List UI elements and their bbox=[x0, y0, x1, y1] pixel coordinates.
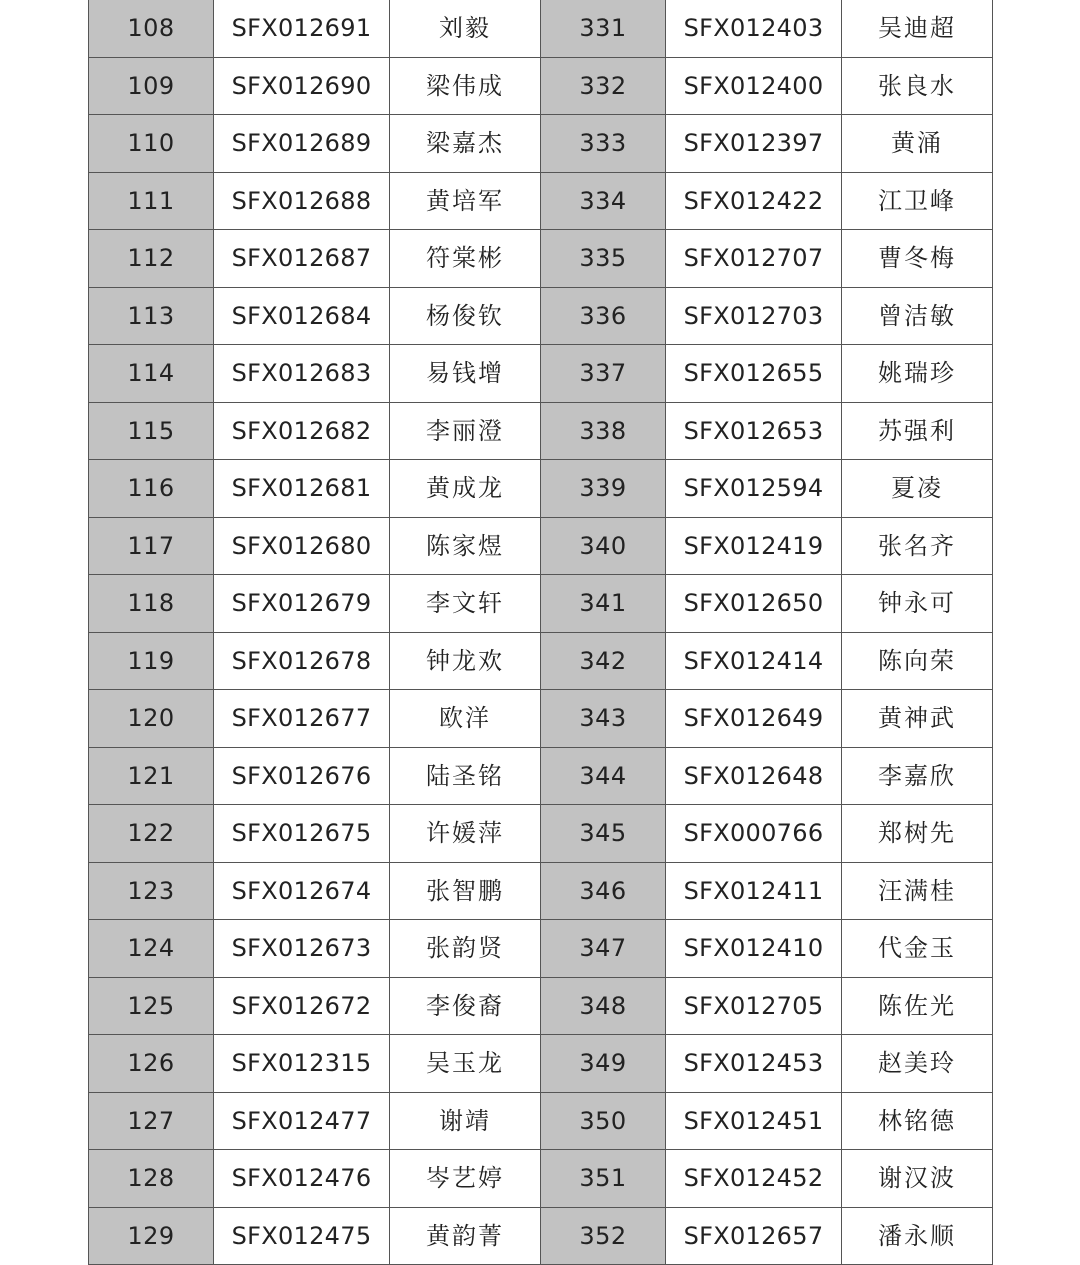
table-row bbox=[89, 402, 993, 460]
right-name-cell: 苏强利 bbox=[842, 402, 993, 460]
right-id-cell: SFX012410 bbox=[666, 920, 842, 978]
table-row bbox=[89, 575, 993, 633]
left-id-cell: SFX012691 bbox=[214, 0, 390, 57]
table-row bbox=[89, 862, 993, 920]
left-id-cell: SFX012676 bbox=[214, 747, 390, 805]
right-seq-cell: 351 bbox=[541, 1150, 666, 1208]
left-id-cell: SFX012677 bbox=[214, 690, 390, 748]
left-id-cell: SFX012688 bbox=[214, 172, 390, 230]
right-name-cell: 林铭德 bbox=[842, 1092, 993, 1150]
left-seq-cell: 124 bbox=[89, 920, 214, 978]
left-name-cell: 吴玉龙 bbox=[390, 1035, 541, 1093]
right-name-cell: 代金玉 bbox=[842, 920, 993, 978]
right-name-cell: 郑树先 bbox=[842, 805, 993, 863]
left-name-cell: 谢靖 bbox=[390, 1092, 541, 1150]
table-row bbox=[89, 115, 993, 173]
right-id-cell: SFX012422 bbox=[666, 172, 842, 230]
left-id-cell: SFX012477 bbox=[214, 1092, 390, 1150]
table-row bbox=[89, 1207, 993, 1265]
right-name-cell: 赵美玲 bbox=[842, 1035, 993, 1093]
right-id-cell: SFX012703 bbox=[666, 287, 842, 345]
table-row bbox=[89, 230, 993, 288]
right-seq-cell: 331 bbox=[541, 0, 666, 57]
left-seq-cell: 123 bbox=[89, 862, 214, 920]
right-name-cell: 钟永可 bbox=[842, 575, 993, 633]
right-seq-cell: 352 bbox=[541, 1207, 666, 1265]
left-id-cell: SFX012689 bbox=[214, 115, 390, 173]
roster-table-container bbox=[88, 0, 992, 1265]
left-id-cell: SFX012680 bbox=[214, 517, 390, 575]
right-id-cell: SFX012451 bbox=[666, 1092, 842, 1150]
left-seq-cell: 110 bbox=[89, 115, 214, 173]
roster-table-body bbox=[89, 0, 993, 1265]
right-name-cell: 谢汉波 bbox=[842, 1150, 993, 1208]
right-seq-cell: 344 bbox=[541, 747, 666, 805]
right-seq-cell: 333 bbox=[541, 115, 666, 173]
left-id-cell: SFX012315 bbox=[214, 1035, 390, 1093]
right-seq-cell: 349 bbox=[541, 1035, 666, 1093]
right-id-cell: SFX012452 bbox=[666, 1150, 842, 1208]
left-name-cell: 黄韵菁 bbox=[390, 1207, 541, 1265]
left-seq-cell: 113 bbox=[89, 287, 214, 345]
left-id-cell: SFX012674 bbox=[214, 862, 390, 920]
left-id-cell: SFX012683 bbox=[214, 345, 390, 403]
left-id-cell: SFX012687 bbox=[214, 230, 390, 288]
right-name-cell: 汪满桂 bbox=[842, 862, 993, 920]
left-name-cell: 陈家煜 bbox=[390, 517, 541, 575]
left-id-cell: SFX012476 bbox=[214, 1150, 390, 1208]
right-seq-cell: 343 bbox=[541, 690, 666, 748]
left-seq-cell: 115 bbox=[89, 402, 214, 460]
right-id-cell: SFX012400 bbox=[666, 57, 842, 115]
right-seq-cell: 341 bbox=[541, 575, 666, 633]
left-seq-cell: 120 bbox=[89, 690, 214, 748]
right-seq-cell: 342 bbox=[541, 632, 666, 690]
left-name-cell: 张智鹏 bbox=[390, 862, 541, 920]
right-id-cell: SFX012650 bbox=[666, 575, 842, 633]
left-name-cell: 梁伟成 bbox=[390, 57, 541, 115]
right-name-cell: 潘永顺 bbox=[842, 1207, 993, 1265]
left-name-cell: 李文轩 bbox=[390, 575, 541, 633]
right-id-cell: SFX012411 bbox=[666, 862, 842, 920]
left-name-cell: 黄培军 bbox=[390, 172, 541, 230]
table-row bbox=[89, 920, 993, 978]
left-seq-cell: 127 bbox=[89, 1092, 214, 1150]
right-name-cell: 黄涌 bbox=[842, 115, 993, 173]
left-seq-cell: 121 bbox=[89, 747, 214, 805]
right-seq-cell: 348 bbox=[541, 977, 666, 1035]
table-row bbox=[89, 1150, 993, 1208]
left-name-cell: 钟龙欢 bbox=[390, 632, 541, 690]
left-seq-cell: 116 bbox=[89, 460, 214, 518]
left-seq-cell: 129 bbox=[89, 1207, 214, 1265]
left-seq-cell: 109 bbox=[89, 57, 214, 115]
right-seq-cell: 345 bbox=[541, 805, 666, 863]
table-row bbox=[89, 1092, 993, 1150]
right-name-cell: 李嘉欣 bbox=[842, 747, 993, 805]
right-name-cell: 陈向荣 bbox=[842, 632, 993, 690]
left-id-cell: SFX012475 bbox=[214, 1207, 390, 1265]
left-name-cell: 岑艺婷 bbox=[390, 1150, 541, 1208]
right-id-cell: SFX012653 bbox=[666, 402, 842, 460]
right-seq-cell: 339 bbox=[541, 460, 666, 518]
right-seq-cell: 336 bbox=[541, 287, 666, 345]
left-name-cell: 许媛萍 bbox=[390, 805, 541, 863]
left-name-cell: 张韵贤 bbox=[390, 920, 541, 978]
table-row bbox=[89, 172, 993, 230]
right-name-cell: 张名齐 bbox=[842, 517, 993, 575]
right-id-cell: SFX012594 bbox=[666, 460, 842, 518]
left-name-cell: 梁嘉杰 bbox=[390, 115, 541, 173]
left-seq-cell: 122 bbox=[89, 805, 214, 863]
right-name-cell: 曹冬梅 bbox=[842, 230, 993, 288]
roster-table bbox=[88, 0, 993, 1265]
left-seq-cell: 112 bbox=[89, 230, 214, 288]
left-seq-cell: 125 bbox=[89, 977, 214, 1035]
right-id-cell: SFX012419 bbox=[666, 517, 842, 575]
right-seq-cell: 332 bbox=[541, 57, 666, 115]
right-id-cell: SFX012648 bbox=[666, 747, 842, 805]
right-id-cell: SFX012397 bbox=[666, 115, 842, 173]
right-name-cell: 张良水 bbox=[842, 57, 993, 115]
left-name-cell: 符棠彬 bbox=[390, 230, 541, 288]
right-name-cell: 吴迪超 bbox=[842, 0, 993, 57]
left-seq-cell: 119 bbox=[89, 632, 214, 690]
left-name-cell: 黄成龙 bbox=[390, 460, 541, 518]
right-seq-cell: 346 bbox=[541, 862, 666, 920]
table-row bbox=[89, 517, 993, 575]
right-seq-cell: 335 bbox=[541, 230, 666, 288]
right-name-cell: 姚瑞珍 bbox=[842, 345, 993, 403]
left-name-cell: 李丽澄 bbox=[390, 402, 541, 460]
right-id-cell: SFX012655 bbox=[666, 345, 842, 403]
right-id-cell: SFX012414 bbox=[666, 632, 842, 690]
left-name-cell: 杨俊钦 bbox=[390, 287, 541, 345]
right-id-cell: SFX012707 bbox=[666, 230, 842, 288]
right-seq-cell: 334 bbox=[541, 172, 666, 230]
right-name-cell: 江卫峰 bbox=[842, 172, 993, 230]
table-row bbox=[89, 805, 993, 863]
left-seq-cell: 111 bbox=[89, 172, 214, 230]
left-id-cell: SFX012681 bbox=[214, 460, 390, 518]
right-id-cell: SFX012657 bbox=[666, 1207, 842, 1265]
left-seq-cell: 118 bbox=[89, 575, 214, 633]
table-row bbox=[89, 977, 993, 1035]
left-seq-cell: 126 bbox=[89, 1035, 214, 1093]
left-name-cell: 欧洋 bbox=[390, 690, 541, 748]
table-row bbox=[89, 0, 993, 57]
left-name-cell: 陆圣铭 bbox=[390, 747, 541, 805]
right-seq-cell: 347 bbox=[541, 920, 666, 978]
left-id-cell: SFX012684 bbox=[214, 287, 390, 345]
left-id-cell: SFX012672 bbox=[214, 977, 390, 1035]
left-seq-cell: 117 bbox=[89, 517, 214, 575]
table-row bbox=[89, 690, 993, 748]
right-name-cell: 黄神武 bbox=[842, 690, 993, 748]
table-row bbox=[89, 1035, 993, 1093]
table-row bbox=[89, 632, 993, 690]
left-name-cell: 刘毅 bbox=[390, 0, 541, 57]
right-id-cell: SFX012705 bbox=[666, 977, 842, 1035]
right-id-cell: SFX012403 bbox=[666, 0, 842, 57]
right-seq-cell: 350 bbox=[541, 1092, 666, 1150]
right-id-cell: SFX012649 bbox=[666, 690, 842, 748]
right-seq-cell: 337 bbox=[541, 345, 666, 403]
left-id-cell: SFX012675 bbox=[214, 805, 390, 863]
right-id-cell: SFX000766 bbox=[666, 805, 842, 863]
left-seq-cell: 108 bbox=[89, 0, 214, 57]
table-row bbox=[89, 345, 993, 403]
table-row bbox=[89, 747, 993, 805]
left-seq-cell: 128 bbox=[89, 1150, 214, 1208]
table-row bbox=[89, 57, 993, 115]
right-name-cell: 陈佐光 bbox=[842, 977, 993, 1035]
left-seq-cell: 114 bbox=[89, 345, 214, 403]
right-name-cell: 夏凌 bbox=[842, 460, 993, 518]
left-id-cell: SFX012678 bbox=[214, 632, 390, 690]
right-seq-cell: 340 bbox=[541, 517, 666, 575]
left-name-cell: 李俊裔 bbox=[390, 977, 541, 1035]
left-id-cell: SFX012682 bbox=[214, 402, 390, 460]
table-row bbox=[89, 287, 993, 345]
right-name-cell: 曾洁敏 bbox=[842, 287, 993, 345]
left-id-cell: SFX012673 bbox=[214, 920, 390, 978]
right-id-cell: SFX012453 bbox=[666, 1035, 842, 1093]
table-row bbox=[89, 460, 993, 518]
left-id-cell: SFX012690 bbox=[214, 57, 390, 115]
left-name-cell: 易钱增 bbox=[390, 345, 541, 403]
left-id-cell: SFX012679 bbox=[214, 575, 390, 633]
right-seq-cell: 338 bbox=[541, 402, 666, 460]
